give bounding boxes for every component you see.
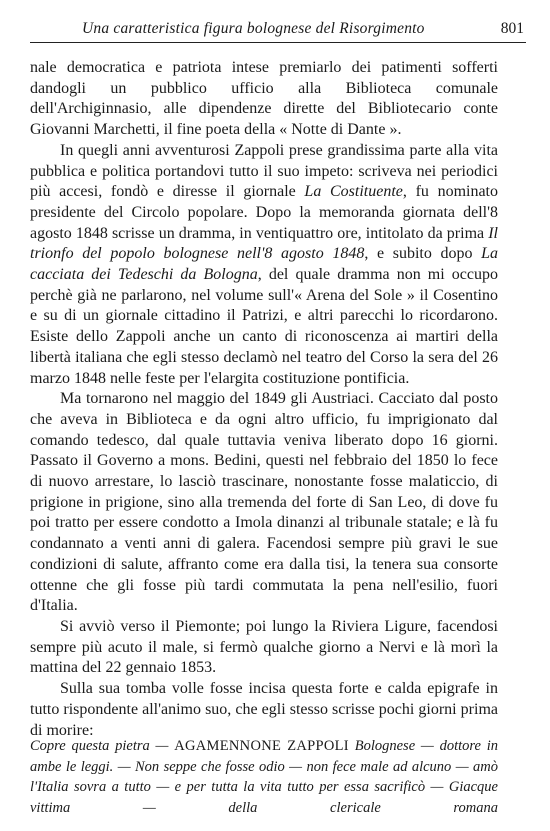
drama-title-1: Il trionfo del popolo bolognese nell'8 agosto 1848 <box>30 224 498 263</box>
paragraph-2-text-3: , e subito dopo <box>364 245 482 263</box>
paragraph-2-text-4: , del quale dramma non mi occupo perchè già ne parlarono, nel volume sull'« Arena del Sole » il Cosentino e su di un giornale cittadino il Patrizi, e altri parecchi lo ricordarono. Esiste dello Zappoli anche un canto di riconoscenza ai martiri della libertà italiana che egli stesso declamò nel teatro del Corso la sera del 26 marzo 1848 nelle feste per l'elargita costituzione pontificia. <box>30 266 498 387</box>
paragraph-3: Ma tornarono nel maggio del 1849 gli Austriaci. Cacciato dal posto che aveva in Biblioteca e da ogni altro ufficio, fu imprigionato dal comando tedesco, dal quale tuttavia veniva liberato dopo 16 giorni. Passato il Governo a mons. Bedini, questi nel febbraio del 1850 lo fece di nuovo arrestare, lo lasciò trascinare, nonostante fosse malaticcio, di prigione in prigione, sino alla tremenda del forte di San Leo, di dove fu poi tratto per essere condotto a Imola dinanzi al tribunale statale; e là fu condannato a venti anni di galera. Facendosi sempre più gravi le sue condizioni di salute, affranto come era dalla tisi, la tenera sua consorte ottenne che gli fosse più tardi commutata la pena nell'esilio, fuori d'Italia. <box>30 390 498 615</box>
paragraph-4: Si avviò verso il Piemonte; poi lungo la Riviera Ligure, facendosi sempre più acuto il male, si fermò qualche giorno a Nervi e là morì la mattina del 22 gennaio 1853. <box>30 617 498 677</box>
running-title: Una caratteristica figura bolognese del Risorgimento <box>82 20 425 37</box>
epitaph-text-2: Bolognese — dottore in ambe le leggi. — Non seppe che fosse odio — non fece male ad alcuno — amò l'Italia sovra a tutto — e per tutta la vita tutto per essa sacrificò — Giacque vittima — della clericale romana <box>30 738 499 816</box>
paragraph-2-text-1: In quegli anni avventurosi Zappoli prese grandissima parte alla vita pubblica e politica portandovi tutto il suo impeto: scriveva nei periodici più accesi, fondò e diresse il giornale <box>30 141 498 201</box>
paragraph-2-text-2: , fu nominato presidente del Circolo popolare. Dopo la memoranda giornata dell'8 agosto 1848 scrisse un dramma, in ventiquattro ore, intitolato da prima <box>30 183 499 242</box>
paragraph-5: Sulla sua tomba volle fosse incisa questa forte e calda epigrafe in tutto rispondente all'animo suo, che egli stesso scrisse pochi giorni prima di morire: <box>30 680 498 739</box>
journal-title: La Costituente <box>304 183 403 201</box>
epitaph <box>30 736 498 818</box>
paragraph-1: nale democratica e patriota intese premiarlo dei patimenti sofferti dandogli un pubblico ufficio alla Biblioteca comunale dell'Archiginnasio, alle dipendenze dirette del Bibliotecario conte Giovanni Marchetti, il fine poeta della « Notte di Dante ». <box>30 59 498 139</box>
paragraph-2 <box>30 141 498 389</box>
epitaph-text-1: Copre questa pietra — <box>30 738 175 754</box>
body-text <box>30 58 498 741</box>
epitaph-name: AGAMENNONE ZAPPOLI <box>174 738 349 754</box>
page-number: 801 <box>500 20 524 37</box>
drama-title-2: La cacciata dei Tedeschi da Bologna <box>30 245 499 284</box>
page-header <box>30 18 526 43</box>
